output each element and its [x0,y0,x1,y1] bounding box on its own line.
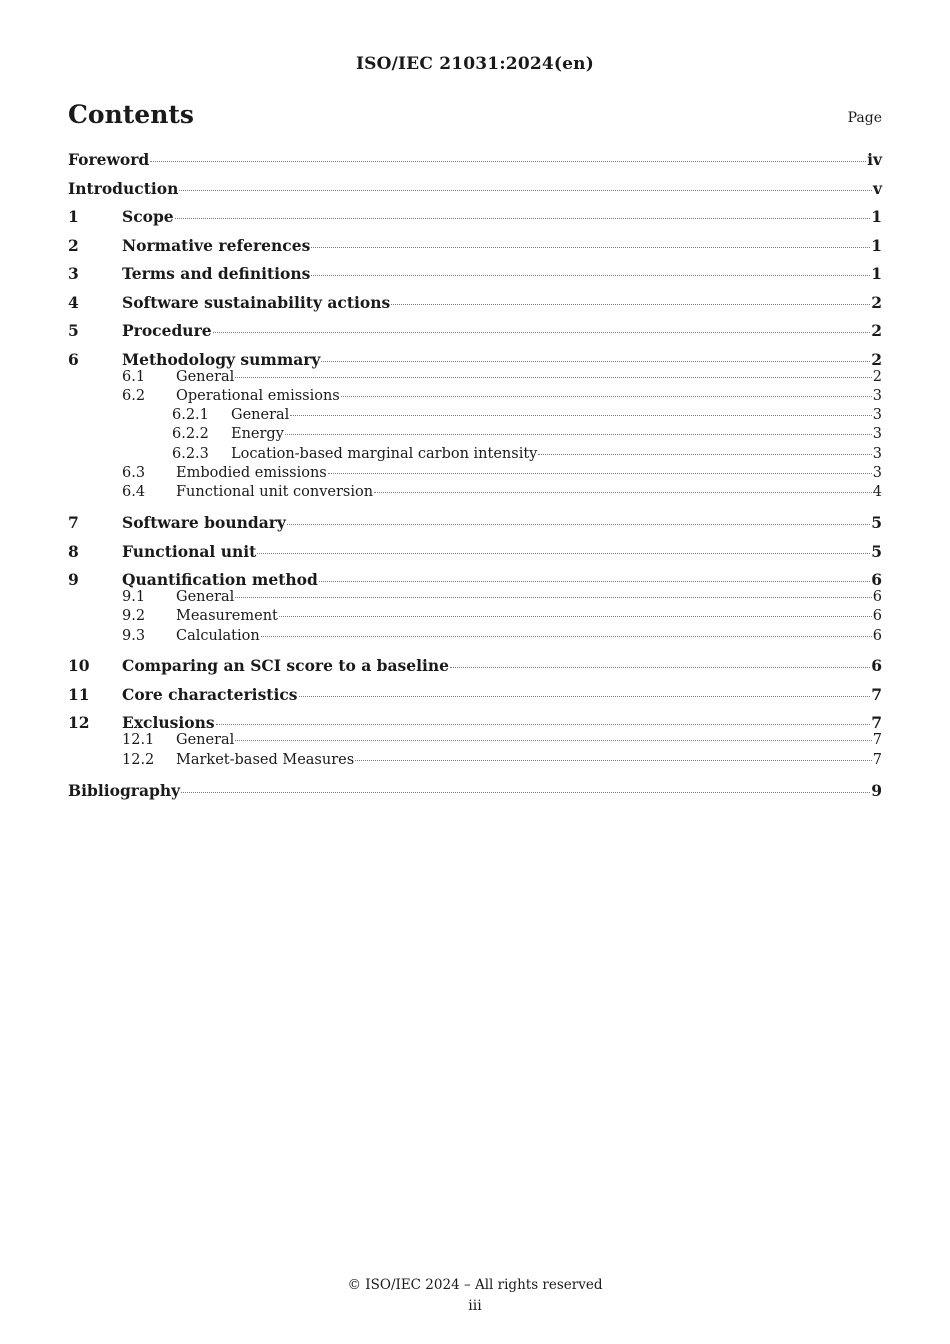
toc-entry-page: 3 [872,407,882,424]
toc-entry-page: v [872,178,882,198]
toc-entry[interactable] [68,608,882,627]
toc-entry[interactable] [68,570,882,589]
toc-entry-page: 6 [871,656,882,676]
toc-entry[interactable] [68,179,882,198]
copyright-notice: © ISO/IEC 2024 – All rights reserved [347,1277,603,1293]
toc-entry-number: 5 [68,321,79,340]
toc-entry-number: 12.2 [122,751,155,768]
toc-entry-title: Scope [122,207,174,226]
toc-entry-title: Embodied emissions [176,464,327,481]
toc-entry-number: 6 [68,349,79,369]
toc-entry-title: Functional unit [122,541,257,561]
dot-leader [341,396,872,397]
toc-entry-title: General [176,368,235,385]
toc-entry-page: 6 [872,608,882,625]
toc-entry-number: 10 [68,656,90,676]
toc-entry[interactable] [68,446,882,465]
dot-leader [328,473,872,474]
toc-entry[interactable] [68,293,882,312]
toc-entry[interactable] [68,628,882,647]
toc-entry[interactable] [68,207,882,226]
toc-entry-page: 9 [871,780,882,800]
dot-leader [450,667,870,668]
dot-leader [321,361,870,362]
toc-entry-number: 11 [68,684,90,704]
toc-entry-title: Foreword [68,150,150,169]
toc-entry-number: 9.1 [122,589,146,606]
toc-entry-number: 6.2.3 [172,445,209,462]
dot-leader [290,415,871,416]
toc-entry-page: 6 [872,589,882,606]
toc-entry-page: 4 [872,484,882,501]
toc-entry-page: 6 [872,627,882,644]
toc-entry-title: Core characteristics [122,684,298,704]
toc-entry-page: 2 [871,292,882,312]
toc-entry-title: Functional unit conversion [176,484,374,501]
toc-entry-page: 2 [871,321,882,340]
toc-entry[interactable] [68,484,882,503]
toc-entry-page: 3 [872,445,882,462]
dot-leader [261,636,872,637]
toc-entry-page: 7 [872,732,882,749]
dot-leader [311,275,870,276]
toc-entry-page: 3 [872,426,882,443]
toc-entry-title: General [231,407,290,424]
toc-entry[interactable] [68,236,882,255]
toc-entry-page: 1 [871,264,882,283]
toc-entry-title: General [176,589,235,606]
page-number: iii [468,1298,482,1314]
table-of-contents [68,150,882,800]
toc-entry-title: Introduction [68,178,179,198]
dot-leader [391,304,870,305]
toc-entry-number: 6.1 [122,368,146,385]
toc-entry[interactable] [68,388,882,407]
dot-leader [175,218,871,219]
dot-leader [311,247,870,248]
toc-entry-title: Methodology summary [122,349,321,369]
toc-entry-page: 1 [871,207,882,226]
toc-entry-number: 7 [68,513,79,533]
dot-leader [150,161,866,162]
dot-leader [235,740,871,741]
toc-entry-number: 3 [68,264,79,283]
toc-entry-page: 5 [871,541,882,561]
dot-leader [287,524,870,525]
toc-entry-title: Normative references [122,235,311,255]
toc-entry-number: 2 [68,235,79,255]
document-header: ISO/IEC 21031:2024(en) [355,54,594,74]
toc-entry-number: 6.2.2 [172,426,209,443]
toc-entry-number: 6.2 [122,387,146,404]
toc-entry-title: Measurement [176,608,278,625]
dot-leader [285,434,872,435]
dot-leader [374,492,872,493]
toc-entry-page: 5 [871,513,882,533]
toc-entry-title: Market-based Measures [176,751,355,768]
toc-entry[interactable] [68,407,882,426]
toc-entry-page: 7 [871,684,882,704]
toc-entry-title: Location-based marginal carbon intensity [231,445,538,462]
toc-entry[interactable] [68,321,882,340]
contents-heading: Contents [68,100,195,129]
dot-leader [213,332,871,333]
toc-entry-title: Operational emissions [176,387,340,404]
toc-entry[interactable] [68,713,882,732]
toc-entry[interactable] [68,732,882,751]
dot-leader [319,581,870,582]
toc-entry-title: Exclusions [122,713,215,733]
toc-entry[interactable] [68,465,882,484]
dot-leader [538,454,871,455]
toc-entry-title: Comparing an SCI score to a baseline [122,656,450,676]
toc-entry-number: 1 [68,207,79,226]
toc-entry-number: 6.3 [122,464,146,481]
toc-entry-page: 2 [871,349,882,369]
toc-entry-page: 2 [872,368,882,385]
toc-entry-title: Bibliography [68,780,181,800]
toc-entry-number: 9.2 [122,608,146,625]
toc-entry[interactable] [68,589,882,608]
toc-entry-title: Software sustainability actions [122,292,391,312]
toc-entry-page: 1 [871,235,882,255]
toc-entry[interactable] [68,542,882,561]
toc-entry-number: 6.4 [122,484,146,501]
dot-leader [279,616,872,617]
toc-entry-page: 3 [872,387,882,404]
toc-entry[interactable] [68,150,882,169]
toc-entry-number: 9 [68,570,79,590]
toc-entry[interactable] [68,264,882,283]
dot-leader [257,553,870,554]
toc-entry[interactable] [68,685,882,704]
toc-entry-title: Energy [231,426,284,443]
toc-entry-title: Calculation [176,627,260,644]
dot-leader [235,377,871,378]
toc-entry-title: Terms and definitions [122,264,311,283]
toc-entry[interactable] [68,781,882,800]
toc-entry-number: 12.1 [122,732,155,749]
dot-leader [181,792,870,793]
toc-entry-title: Quantification method [122,570,318,590]
toc-entry-title: General [176,732,235,749]
toc-entry-number: 4 [68,292,79,312]
toc-entry[interactable] [68,426,882,445]
toc-entry-page: 6 [871,570,882,590]
dot-leader [216,724,871,725]
toc-entry-page: 7 [872,751,882,768]
toc-entry-page: iv [867,150,882,169]
toc-entry[interactable] [68,350,882,369]
toc-entry[interactable] [68,369,882,388]
toc-entry-number: 6.2.1 [172,407,209,424]
dot-leader [299,696,871,697]
dot-leader [179,190,872,191]
dot-leader [355,760,872,761]
toc-entry-title: Software boundary [122,513,286,533]
toc-entry-number: 8 [68,541,79,561]
toc-entry-number: 9.3 [122,627,146,644]
toc-entry-title: Procedure [122,321,212,340]
toc-entry[interactable] [68,513,882,532]
toc-entry-number: 12 [68,713,90,733]
toc-entry-page: 7 [871,713,882,733]
toc-entry[interactable] [68,656,882,675]
toc-entry-page: 3 [872,464,882,481]
dot-leader [235,597,871,598]
page-column-label: Page [847,110,882,126]
toc-entry[interactable] [68,752,882,771]
